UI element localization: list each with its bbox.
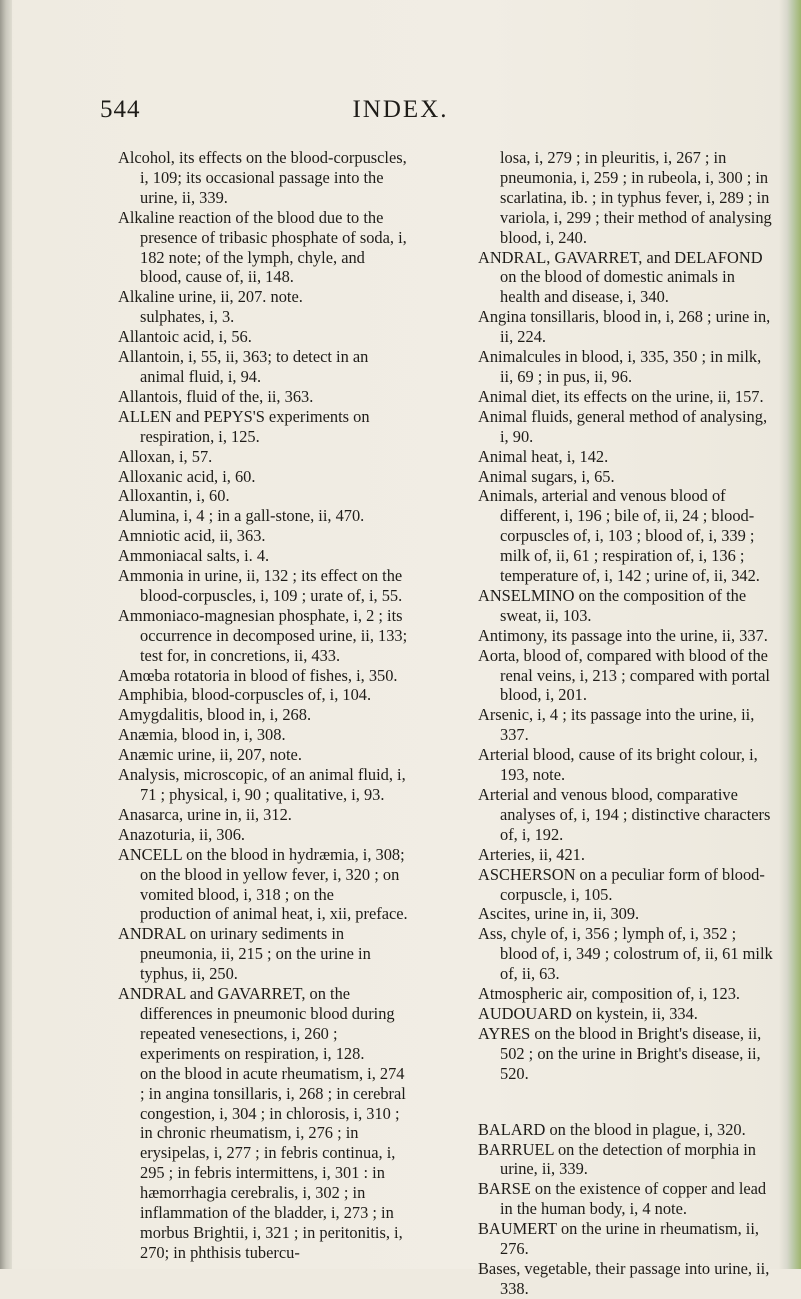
index-column-right xyxy=(478,148,774,1299)
index-subentry: on the blood in acute rheumatism, i, 274 ; in angina tonsillaris, i, 268 ; in cerebral congestion, i, 304 ; in chlorosis, i, 310 ; in chronic rheumatism, i, 276 ; in erysipelas, i, 277 ; in febris continua, i, 295 ; in febris intermittens, i, 301 : in hæmorrhagia cerebralis, i, 302 ; in inflammation of the bladder, i, 273 ; in morbus Brightii, i, 321 ; in peritonitis, i, 270; in phthisis tubercu- xyxy=(140,1063,406,1262)
index-entry: Anazoturia, ii, 306. xyxy=(118,824,245,844)
index-entry: Amygdalitis, blood in, i, 268. xyxy=(118,705,312,725)
index-entry: Amphibia, blood-corpuscles of, i, 104. xyxy=(118,685,372,705)
running-head: INDEX. xyxy=(352,96,449,123)
index-entry: Allantoic acid, i, 56. xyxy=(118,327,252,347)
index-entry: AYRES on the blood in Bright's disease, ii, 502 ; on the urine in Bright's disease, ii, 520. xyxy=(478,1023,762,1083)
index-entry: Animalcules in blood, i, 335, 350 ; in milk, ii, 69 ; in pus, ii, 96. xyxy=(478,347,762,386)
index-entry: Allantois, fluid of the, ii, 363. xyxy=(118,386,314,406)
index-entry: Animals, arterial and venous blood of different, i, 196 ; bile of, ii, 24 ; blood-corpuscles of, i, 103 ; blood of, i, 339 ; milk of, ii, 61 ; respiration of, i, 136 ; temperature of, i, 142 ; urine of, ii, 342. xyxy=(478,486,760,586)
index-entry: Antimony, its passage into the urine, ii, 337. xyxy=(478,625,768,645)
binding-gutter xyxy=(0,0,12,1269)
index-entry: Aorta, blood of, compared with blood of the renal veins, i, 213 ; compared with portal blood, i, 201. xyxy=(478,645,770,705)
index-entry: Alcohol, its effects on the blood-corpuscles, i, 109; its occasional passage into the urine, ii, 339. xyxy=(118,148,407,207)
index-entry: Ammoniacal salts, i. 4. xyxy=(118,546,270,566)
index-entry: Alloxantin, i, 60. xyxy=(118,486,230,506)
index-subentry: sulphates, i, 3. xyxy=(140,307,235,327)
index-entry: Ascites, urine in, ii, 309. xyxy=(478,904,640,924)
index-entry: BARRUEL on the detection of morphia in urine, ii, 339. xyxy=(478,1139,756,1179)
index-entry: Arteries, ii, 421. xyxy=(478,844,585,864)
index-entry: ANCELL on the blood in hydræmia, i, 308; on the blood in yellow fever, i, 320 ; on vomited blood, i, 318 ; on the production of animal heat, i, xii, preface. xyxy=(118,844,408,924)
index-entry: BAUMERT on the urine in rheumatism, ii, 276. xyxy=(478,1219,759,1259)
index-entry: Anasarca, urine in, ii, 312. xyxy=(118,804,292,824)
index-entry: BARSE on the existence of copper and lead in the human body, i, 4 note. xyxy=(478,1179,767,1219)
index-entry: ASCHERSON on a peculiar form of blood-corpuscle, i, 105. xyxy=(478,864,765,904)
index-entry: Arsenic, i, 4 ; its passage into the urine, ii, 337. xyxy=(478,705,755,745)
index-entry: Animal heat, i, 142. xyxy=(478,446,609,466)
index-entry: Arterial blood, cause of its bright colour, i, 193, note. xyxy=(478,745,758,785)
page-number: 544 xyxy=(100,96,141,123)
index-entry: Angina tonsillaris, blood in, i, 268 ; urine in, ii, 224. xyxy=(478,307,771,347)
index-entry: Ass, chyle of, i, 356 ; lymph of, i, 352 ; blood of, i, 349 ; colostrum of, ii, 61 milk of, ii, 63. xyxy=(478,924,773,984)
index-entry: Alkaline urine, ii, 207. note. xyxy=(118,287,303,307)
index-entry: Amniotic acid, ii, 363. xyxy=(118,526,266,546)
index-entry: AUDOUARD on kystein, ii, 334. xyxy=(478,1003,698,1023)
page-header xyxy=(0,96,801,126)
index-entry: Animal diet, its effects on the urine, ii, 157. xyxy=(478,386,764,406)
index-entry: Alkaline reaction of the blood due to the presence of tribasic phosphate of soda, i, 182 note; of the lymph, chyle, and blood, cause of, ii, 148. xyxy=(118,207,407,287)
index-entry: ALLEN and PEPYS'S experiments on respiration, i, 125. xyxy=(118,406,370,446)
index-entry: ANDRAL on urinary sediments in pneumonia, ii, 215 ; on the urine in typhus, ii, 250. xyxy=(118,924,371,984)
index-entry: Anæmia, blood in, i, 308. xyxy=(118,725,286,745)
index-entry: Atmospheric air, composition of, i, 123. xyxy=(478,984,741,1004)
index-entry: ANSELMINO on the composition of the sweat, ii, 103. xyxy=(478,585,747,625)
index-entry: Ammoniaco-magnesian phosphate, i, 2 ; its occurrence in decomposed urine, ii, 133; test for, in concretions, ii, 433. xyxy=(118,605,408,665)
index-entry: Amœba rotatoria in blood of fishes, i, 350. xyxy=(118,665,398,685)
index-entry: Ammonia in urine, ii, 132 ; its effect on the blood-corpuscles, i, 109 ; urate of, i, 55. xyxy=(118,566,403,605)
index-entry: ANDRAL and GAVARRET, on the differences in pneumonic blood during repeated venesections, i, 260 ; experiments on respiration, i, 128. xyxy=(118,984,395,1063)
index-entry: Bases, vegetable, their passage into urine, ii, 338. xyxy=(478,1258,770,1298)
index-column-left xyxy=(118,148,409,1263)
index-entry: ANDRAL, GAVARRET, and DELAFOND on the blood of domestic animals in health and disease, i, 340. xyxy=(478,247,763,307)
index-continuation: losa, i, 279 ; in pleuritis, i, 267 ; in pneumonia, i, 259 ; in rubeola, i, 300 ; in scarlatina, ib. ; in typhus fever, i, 289 ; in variola, i, 299 ; their method of analysing blood, i, 240. xyxy=(500,148,772,247)
section-gap xyxy=(478,1084,774,1120)
index-entry: Alloxanic acid, i, 60. xyxy=(118,466,256,486)
page-edge xyxy=(779,0,801,1269)
index-entry: Animal sugars, i, 65. xyxy=(478,466,615,486)
index-entry: BALARD on the blood in plague, i, 320. xyxy=(478,1119,746,1139)
index-entry: Allantoin, i, 55, ii, 363; to detect in an animal fluid, i, 94. xyxy=(118,347,369,386)
index-entry: Animal fluids, general method of analysing, i, 90. xyxy=(478,406,768,446)
index-entry: Anæmic urine, ii, 207, note. xyxy=(118,745,302,765)
index-entry: Analysis, microscopic, of an animal fluid, i, 71 ; physical, i, 90 ; qualitative, i, 93. xyxy=(118,765,406,804)
index-entry: Arterial and venous blood, comparative analyses of, i, 194 ; distinctive characters of, i, 192. xyxy=(478,785,771,844)
index-entry: Alloxan, i, 57. xyxy=(118,446,213,466)
index-entry: Alumina, i, 4 ; in a gall-stone, ii, 470. xyxy=(118,506,365,526)
